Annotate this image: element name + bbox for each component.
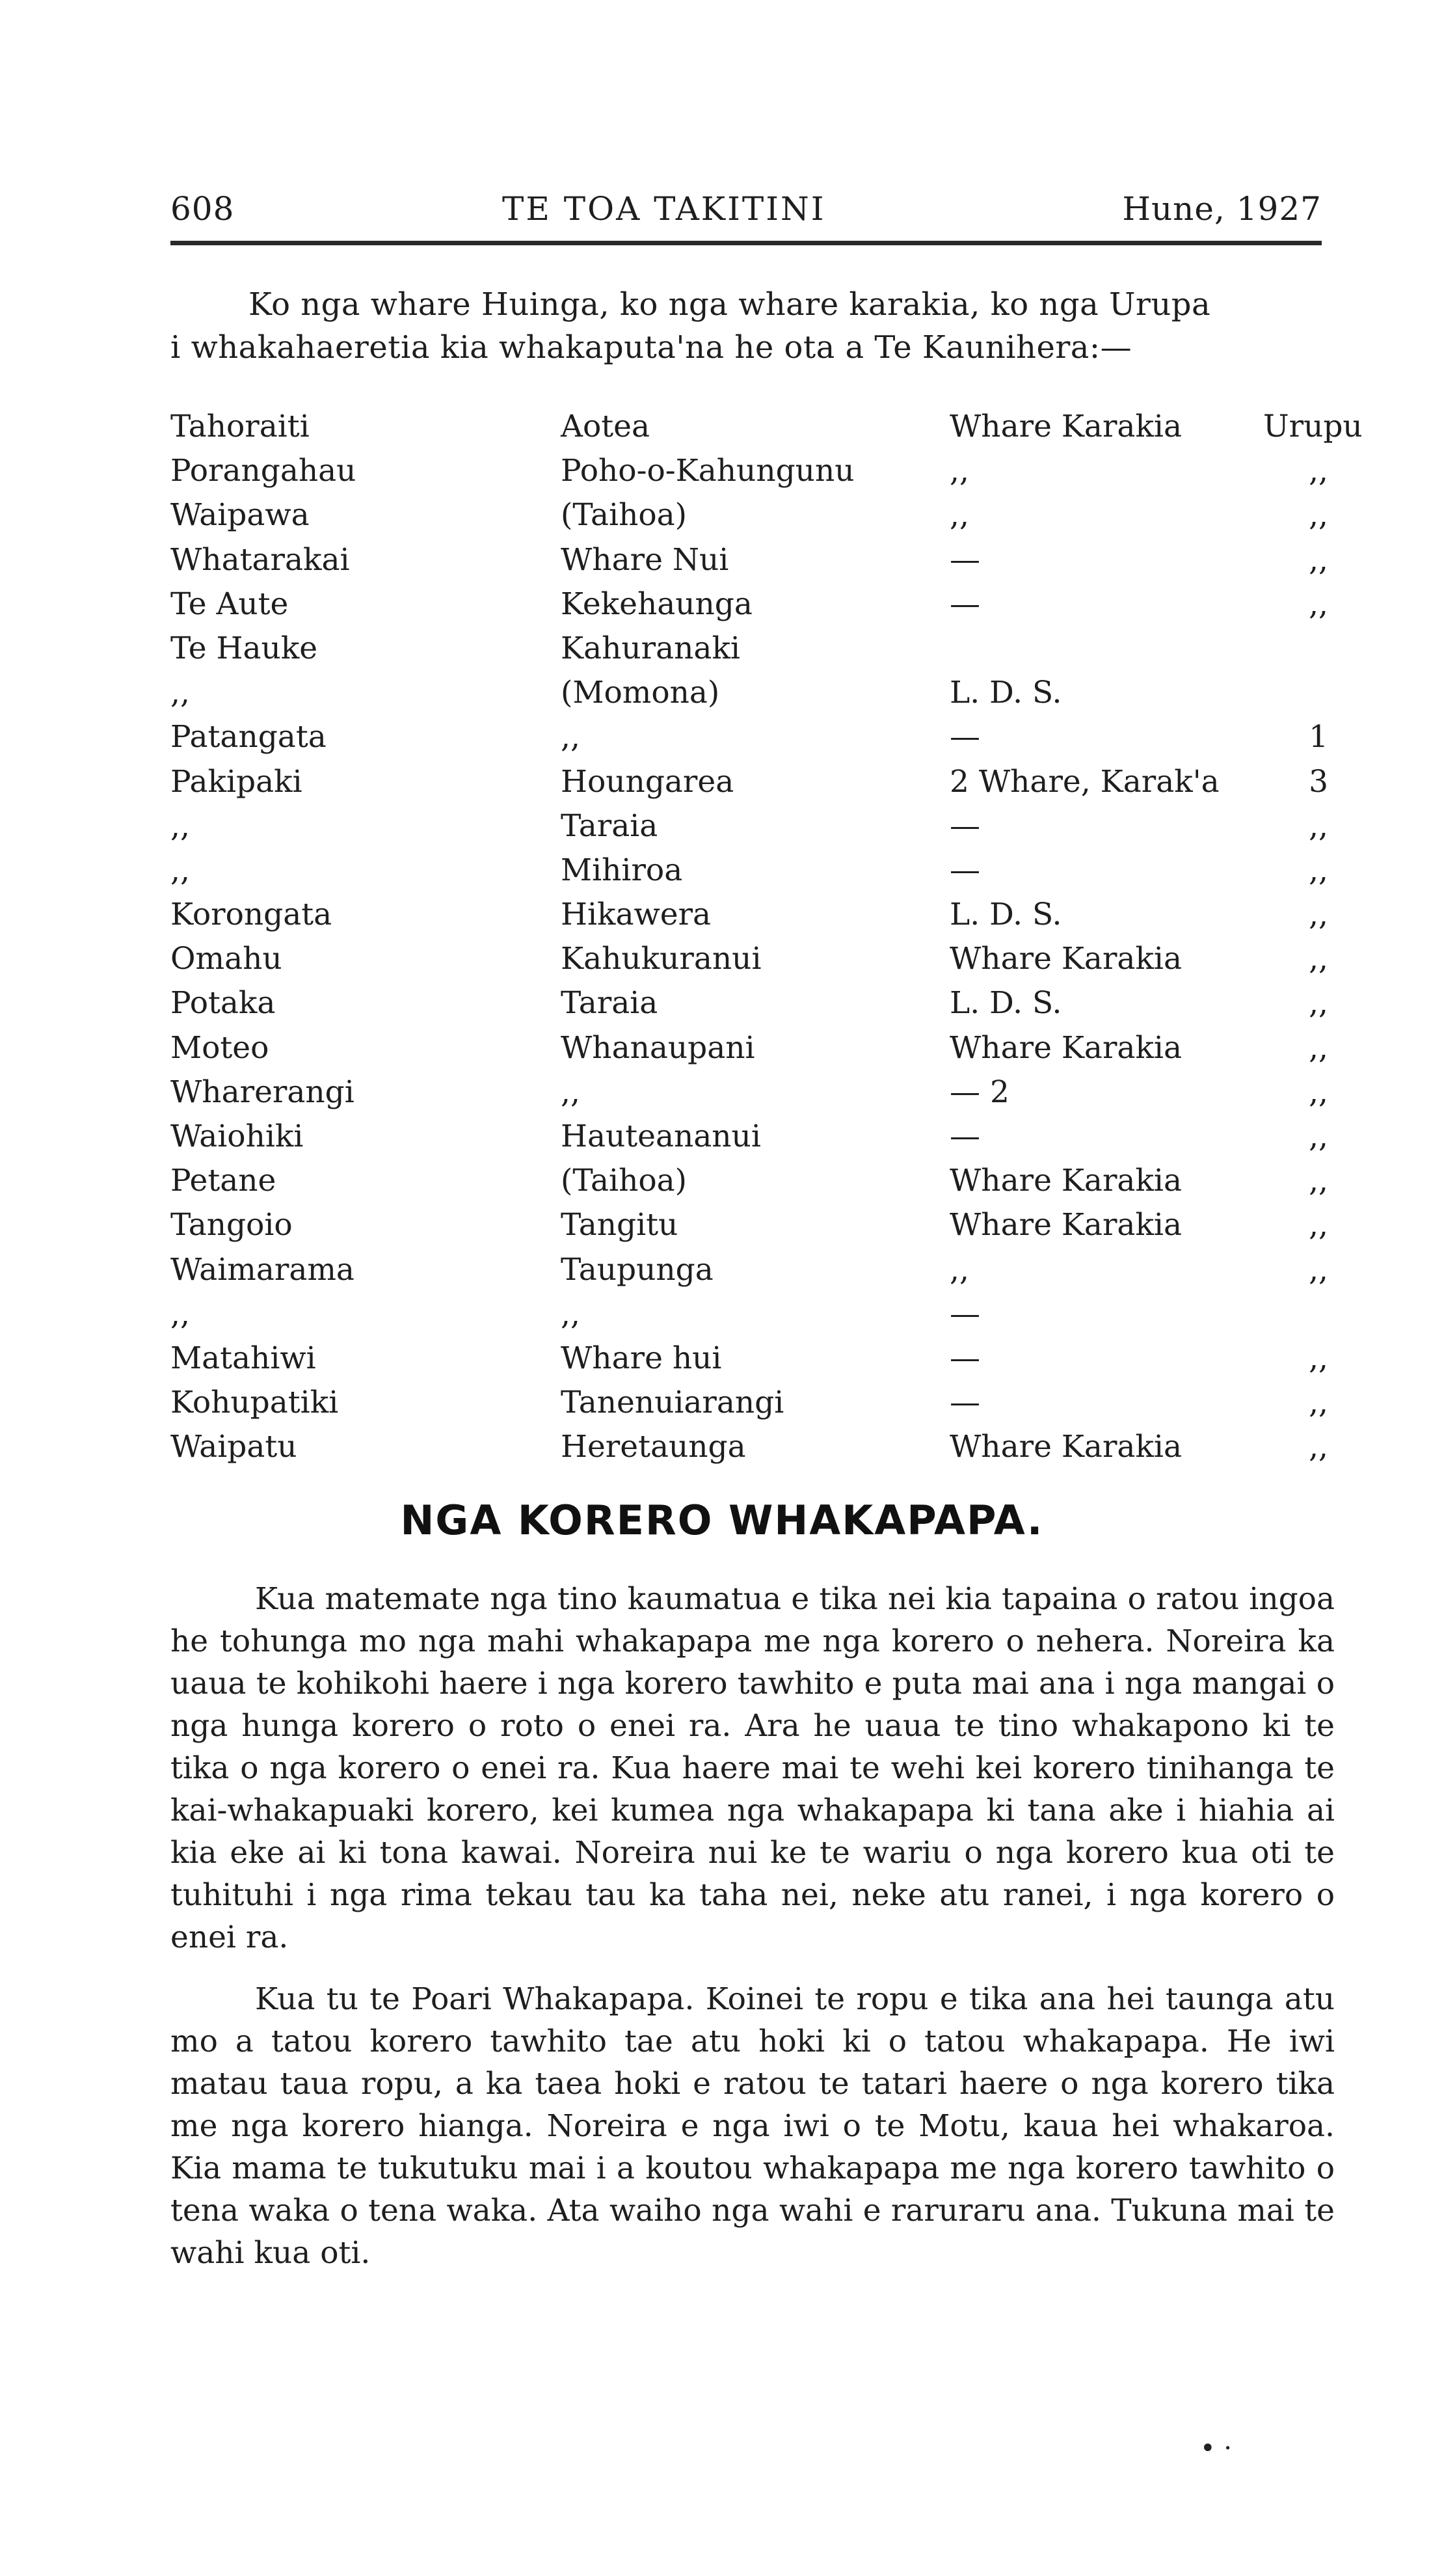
church-cell: Whare Karakia: [950, 409, 1182, 444]
cemetery-cell: ,,: [1309, 1385, 1328, 1421]
cemetery-cell: ,,: [1309, 497, 1328, 534]
church-cell: —: [950, 1385, 980, 1421]
cemetery-cell: ,,: [1309, 1074, 1328, 1110]
building-cell: ,,: [561, 1074, 580, 1110]
table-row: [170, 1336, 1354, 1381]
place-cell: Pakipaki: [170, 763, 302, 800]
church-cell: Whare Karakia: [950, 1029, 1182, 1066]
building-cell: Whanaupani: [561, 1029, 755, 1066]
building-cell: Tanenuiarangi: [561, 1385, 784, 1421]
table-row: [170, 760, 1354, 804]
cemetery-cell: ,,: [1309, 1163, 1328, 1199]
place-cell: ,,: [170, 807, 190, 844]
building-cell: Kekehaunga: [561, 586, 753, 622]
table-row: [170, 582, 1354, 627]
church-cell: —: [950, 586, 980, 622]
cemetery-cell: ,,: [1309, 453, 1328, 489]
paragraph: Kua tu te Poari Whakapapa. Koinei te ropu e tika ana hei taunga atu mo a tatou korero tawhito tae atu hoki ki o tatou whakapapa. He iwi matau taua ropu, a ka taea hoki e ratou te tatari haere o nga korero tika me nga korero hianga. Noreira e nga iwi o te Motu, kaua hei whakaroa. Kia mama te tukutuku mai i a koutou whakapapa me nga korero tawhito o tena waka o tena waka. Ata waiho nga wahi e raruraru ana. Tukuna mai te wahi kua oti.: [170, 1981, 1335, 2271]
building-cell: Taraia: [561, 807, 658, 844]
table-row: [170, 715, 1354, 759]
table-row: [170, 1248, 1354, 1292]
place-cell: Tangoio: [170, 1207, 293, 1243]
church-cell: Whare Karakia: [950, 1163, 1182, 1199]
church-cell: L. D. S.: [950, 675, 1062, 711]
building-cell: Tangitu: [561, 1207, 678, 1243]
intro-line: i whakahaeretia kia whakaputa'na he ota a Te Kaunihera:—: [170, 329, 1132, 366]
church-cell: —: [950, 1340, 980, 1376]
building-cell: Kahuranaki: [561, 630, 740, 666]
building-cell: Houngarea: [561, 763, 734, 800]
table-row: [170, 1381, 1354, 1425]
place-cell: Korongata: [170, 897, 332, 933]
table-row: [170, 981, 1354, 1025]
cemetery-cell: ,,: [1309, 985, 1328, 1022]
place-cell: Potaka: [170, 985, 276, 1022]
building-cell: Kahukuranui: [561, 941, 762, 977]
building-cell: ,,: [561, 719, 580, 755]
church-cell: —: [950, 852, 980, 888]
header-rule: [170, 241, 1322, 245]
table-row: [170, 893, 1354, 937]
intro-line: Ko nga whare Huinga, ko nga whare karakia, ko nga Urupa: [248, 286, 1211, 323]
table-row: [170, 627, 1354, 671]
place-cell: Waiohiki: [170, 1119, 304, 1154]
place-cell: Whatarakai: [170, 541, 350, 578]
table-row: [170, 493, 1354, 537]
church-cell: L. D. S.: [950, 985, 1062, 1022]
building-cell: (Momona): [561, 675, 720, 711]
table-row: [170, 1203, 1354, 1247]
paragraph: Kua matemate nga tino kaumatua e tika nei kia tapaina o ratou ingoa he tohunga mo nga mahi whakapapa me nga korero o nehera. Noreira ka uaua te kohikohi haere i nga korero tawhito e puta mai ana i nga mangai o nga hunga korero o roto o enei ra. Ara he uaua te tino whakapono ki te tika o nga korero o enei ra. Kua haere mai te wehi kei korero tinihanga te kai-whakapuaki korero, kei kumea nga whakapapa ki tana ake i hiahia ai kia eke ai ki tona kawai. Noreira nui ke te wariu o nga korero kua oti te tuhituhi i nga rima tekau tau ka taha nei, neke atu ranei, i nga korero o enei ra.: [170, 1581, 1335, 1955]
place-cell: Petane: [170, 1163, 276, 1199]
intro-text: [170, 283, 1348, 369]
table-row: [170, 1425, 1354, 1469]
table-row: [170, 1115, 1354, 1159]
page-header: [170, 190, 1322, 242]
table-row: [170, 1026, 1354, 1070]
cemetery-cell: ,,: [1309, 1207, 1328, 1243]
cemetery-cell: ,,: [1309, 1029, 1328, 1066]
table-row: [170, 449, 1354, 493]
cemetery-cell: ,,: [1309, 1119, 1328, 1154]
place-cell: ,,: [170, 852, 190, 888]
cemetery-cell: ,,: [1309, 941, 1328, 977]
building-cell: Taupunga: [561, 1251, 714, 1288]
church-cell: ,,: [950, 497, 969, 534]
cemetery-cell: 1: [1309, 719, 1328, 755]
cemetery-cell: ,,: [1309, 586, 1328, 622]
cemetery-cell: ,,: [1309, 541, 1328, 578]
cemetery-cell: ,,: [1309, 1340, 1328, 1376]
table-row: [170, 848, 1354, 893]
place-cell: Kohupatiki: [170, 1385, 339, 1421]
church-cell: — 2: [950, 1074, 1009, 1110]
place-cell: ,,: [170, 1295, 190, 1332]
table-row: [170, 1070, 1354, 1115]
building-cell: Heretaunga: [561, 1429, 746, 1465]
church-cell: L. D. S.: [950, 897, 1062, 933]
issue-date: Hune, 1927: [1122, 190, 1322, 228]
building-cell: Aotea: [561, 409, 650, 444]
church-cell: —: [950, 541, 980, 578]
place-cell: Wharerangi: [170, 1074, 354, 1110]
church-cell: Whare Karakia: [950, 1207, 1182, 1243]
cemetery-cell: ,,: [1309, 852, 1328, 888]
church-cell: ,,: [950, 453, 969, 489]
building-cell: Mihiroa: [561, 852, 683, 888]
church-cell: ,,: [950, 1251, 969, 1288]
building-cell: Hauteananui: [561, 1119, 761, 1154]
place-cell: Moteo: [170, 1029, 269, 1066]
running-title: TE TOA TAKITINI: [502, 190, 826, 228]
building-cell: Taraia: [561, 985, 658, 1022]
table-row: [170, 937, 1354, 981]
building-cell: Hikawera: [561, 897, 712, 933]
cemetery-cell: ,,: [1309, 897, 1328, 933]
table-row: [170, 1159, 1354, 1203]
church-cell: —: [950, 719, 980, 755]
place-cell: Matahiwi: [170, 1340, 316, 1376]
place-cell: Omahu: [170, 941, 282, 977]
building-cell: Whare Nui: [561, 541, 729, 578]
building-cell: Whare hui: [561, 1340, 722, 1376]
place-cell: Tahoraiti: [170, 409, 310, 444]
table-row: [170, 405, 1363, 449]
section-title: NGA KORERO WHAKAPAPA.: [400, 1497, 1044, 1544]
place-cell: Waimarama: [170, 1251, 354, 1288]
table-row: [170, 538, 1354, 582]
place-cell: Te Aute: [170, 586, 289, 622]
building-cell: ,,: [561, 1295, 580, 1332]
place-cell: Waipatu: [170, 1429, 297, 1465]
building-cell: Poho-o-Kahungunu: [561, 453, 855, 489]
table-row: [170, 1292, 1354, 1336]
table-row: [170, 671, 1354, 715]
place-cell: Te Hauke: [170, 630, 318, 666]
table-row: [170, 804, 1354, 848]
church-cell: Whare Karakia: [950, 941, 1182, 977]
cemetery-cell: 3: [1309, 763, 1328, 800]
place-cell: Porangahau: [170, 453, 356, 489]
cemetery-cell: ,,: [1309, 1429, 1328, 1465]
cemetery-cell: ,,: [1309, 807, 1328, 844]
church-cell: —: [950, 1295, 980, 1332]
places-table: [170, 405, 1363, 1470]
footer-marks: • ·: [1200, 2434, 1233, 2463]
place-cell: ,,: [170, 675, 190, 711]
church-cell: —: [950, 807, 980, 844]
church-cell: —: [950, 1119, 980, 1154]
cemetery-cell: ,,: [1309, 1251, 1328, 1288]
church-cell: Whare Karakia: [950, 1429, 1182, 1465]
church-cell: 2 Whare, Karak'a: [950, 763, 1220, 800]
building-cell: (Taihoa): [561, 1163, 688, 1199]
place-cell: Waipawa: [170, 497, 310, 534]
cemetery-cell: Urupu: [1263, 409, 1363, 444]
building-cell: (Taihoa): [561, 497, 688, 534]
place-cell: Patangata: [170, 719, 327, 755]
page-number: 608: [170, 190, 235, 228]
